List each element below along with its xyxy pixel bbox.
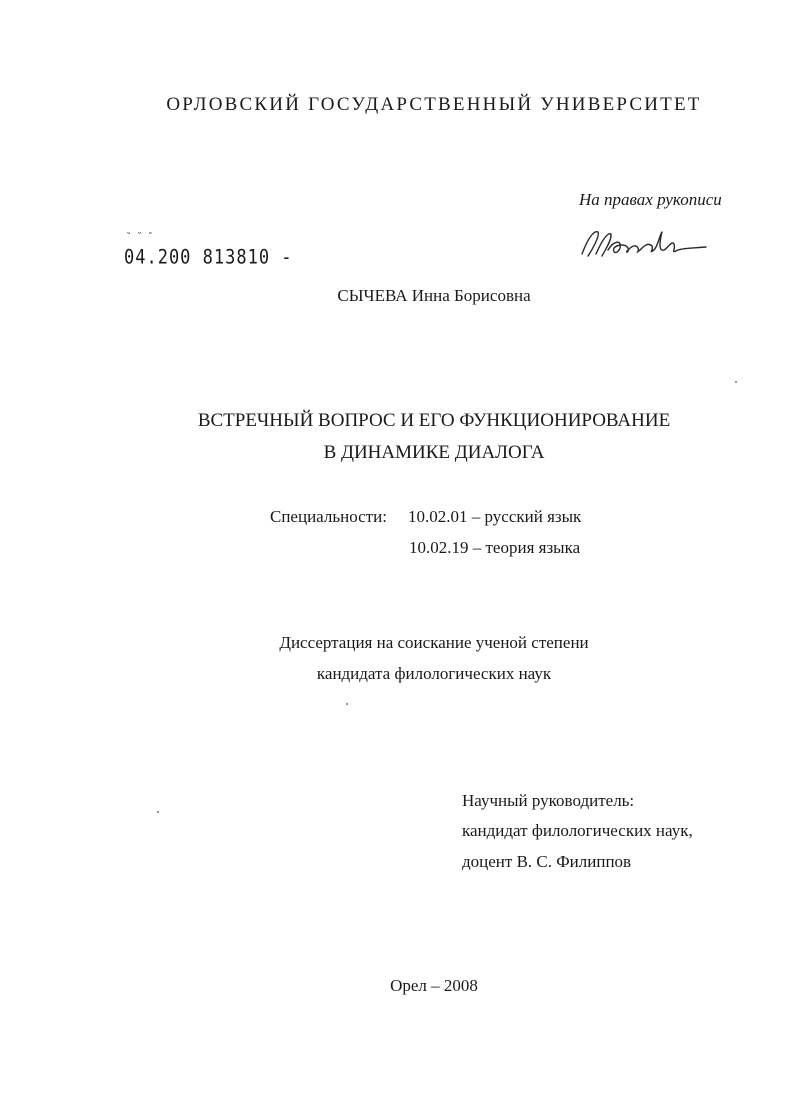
supervisor-name: доцент В. С. Филиппов	[462, 852, 632, 871]
stamp-marks: ˘ ˘ ˘	[126, 232, 154, 244]
title-line-2: В ДИНАМИКЕ ДИАЛОГА	[323, 442, 545, 463]
supervisor-degree: кандидат филологических наук,	[462, 821, 693, 840]
supervisor-label: Научный руководитель:	[462, 791, 635, 810]
dissertation-line-1: Диссертация на соискание ученой степени	[279, 633, 589, 652]
university-name: ОРЛОВСКИЙ ГОСУДАРСТВЕННЫЙ УНИВЕРСИТЕТ	[166, 94, 702, 115]
scan-speck	[157, 811, 159, 813]
stamp-number: 04.200 813810 -	[124, 246, 293, 269]
title-line-1: ВСТРЕЧНЫЙ ВОПРОС И ЕГО ФУНКЦИОНИРОВАНИЕ	[197, 410, 671, 431]
place-year: Орел – 2008	[390, 976, 478, 995]
scan-speck	[346, 703, 348, 705]
archive-stamp	[124, 232, 293, 269]
specialties-label: Специальности:	[270, 507, 387, 526]
specialty-item: 10.02.19 – теория языка	[409, 538, 581, 557]
specialty-item: 10.02.01 – русский язык	[408, 507, 582, 526]
rights-label: На правах рукописи	[579, 190, 722, 209]
author-name: СЫЧЕВА Инна Борисовна	[337, 286, 531, 305]
handwritten-signature	[574, 226, 709, 260]
scan-speck	[735, 381, 737, 383]
dissertation-line-2: кандидата филологических наук	[316, 664, 552, 683]
